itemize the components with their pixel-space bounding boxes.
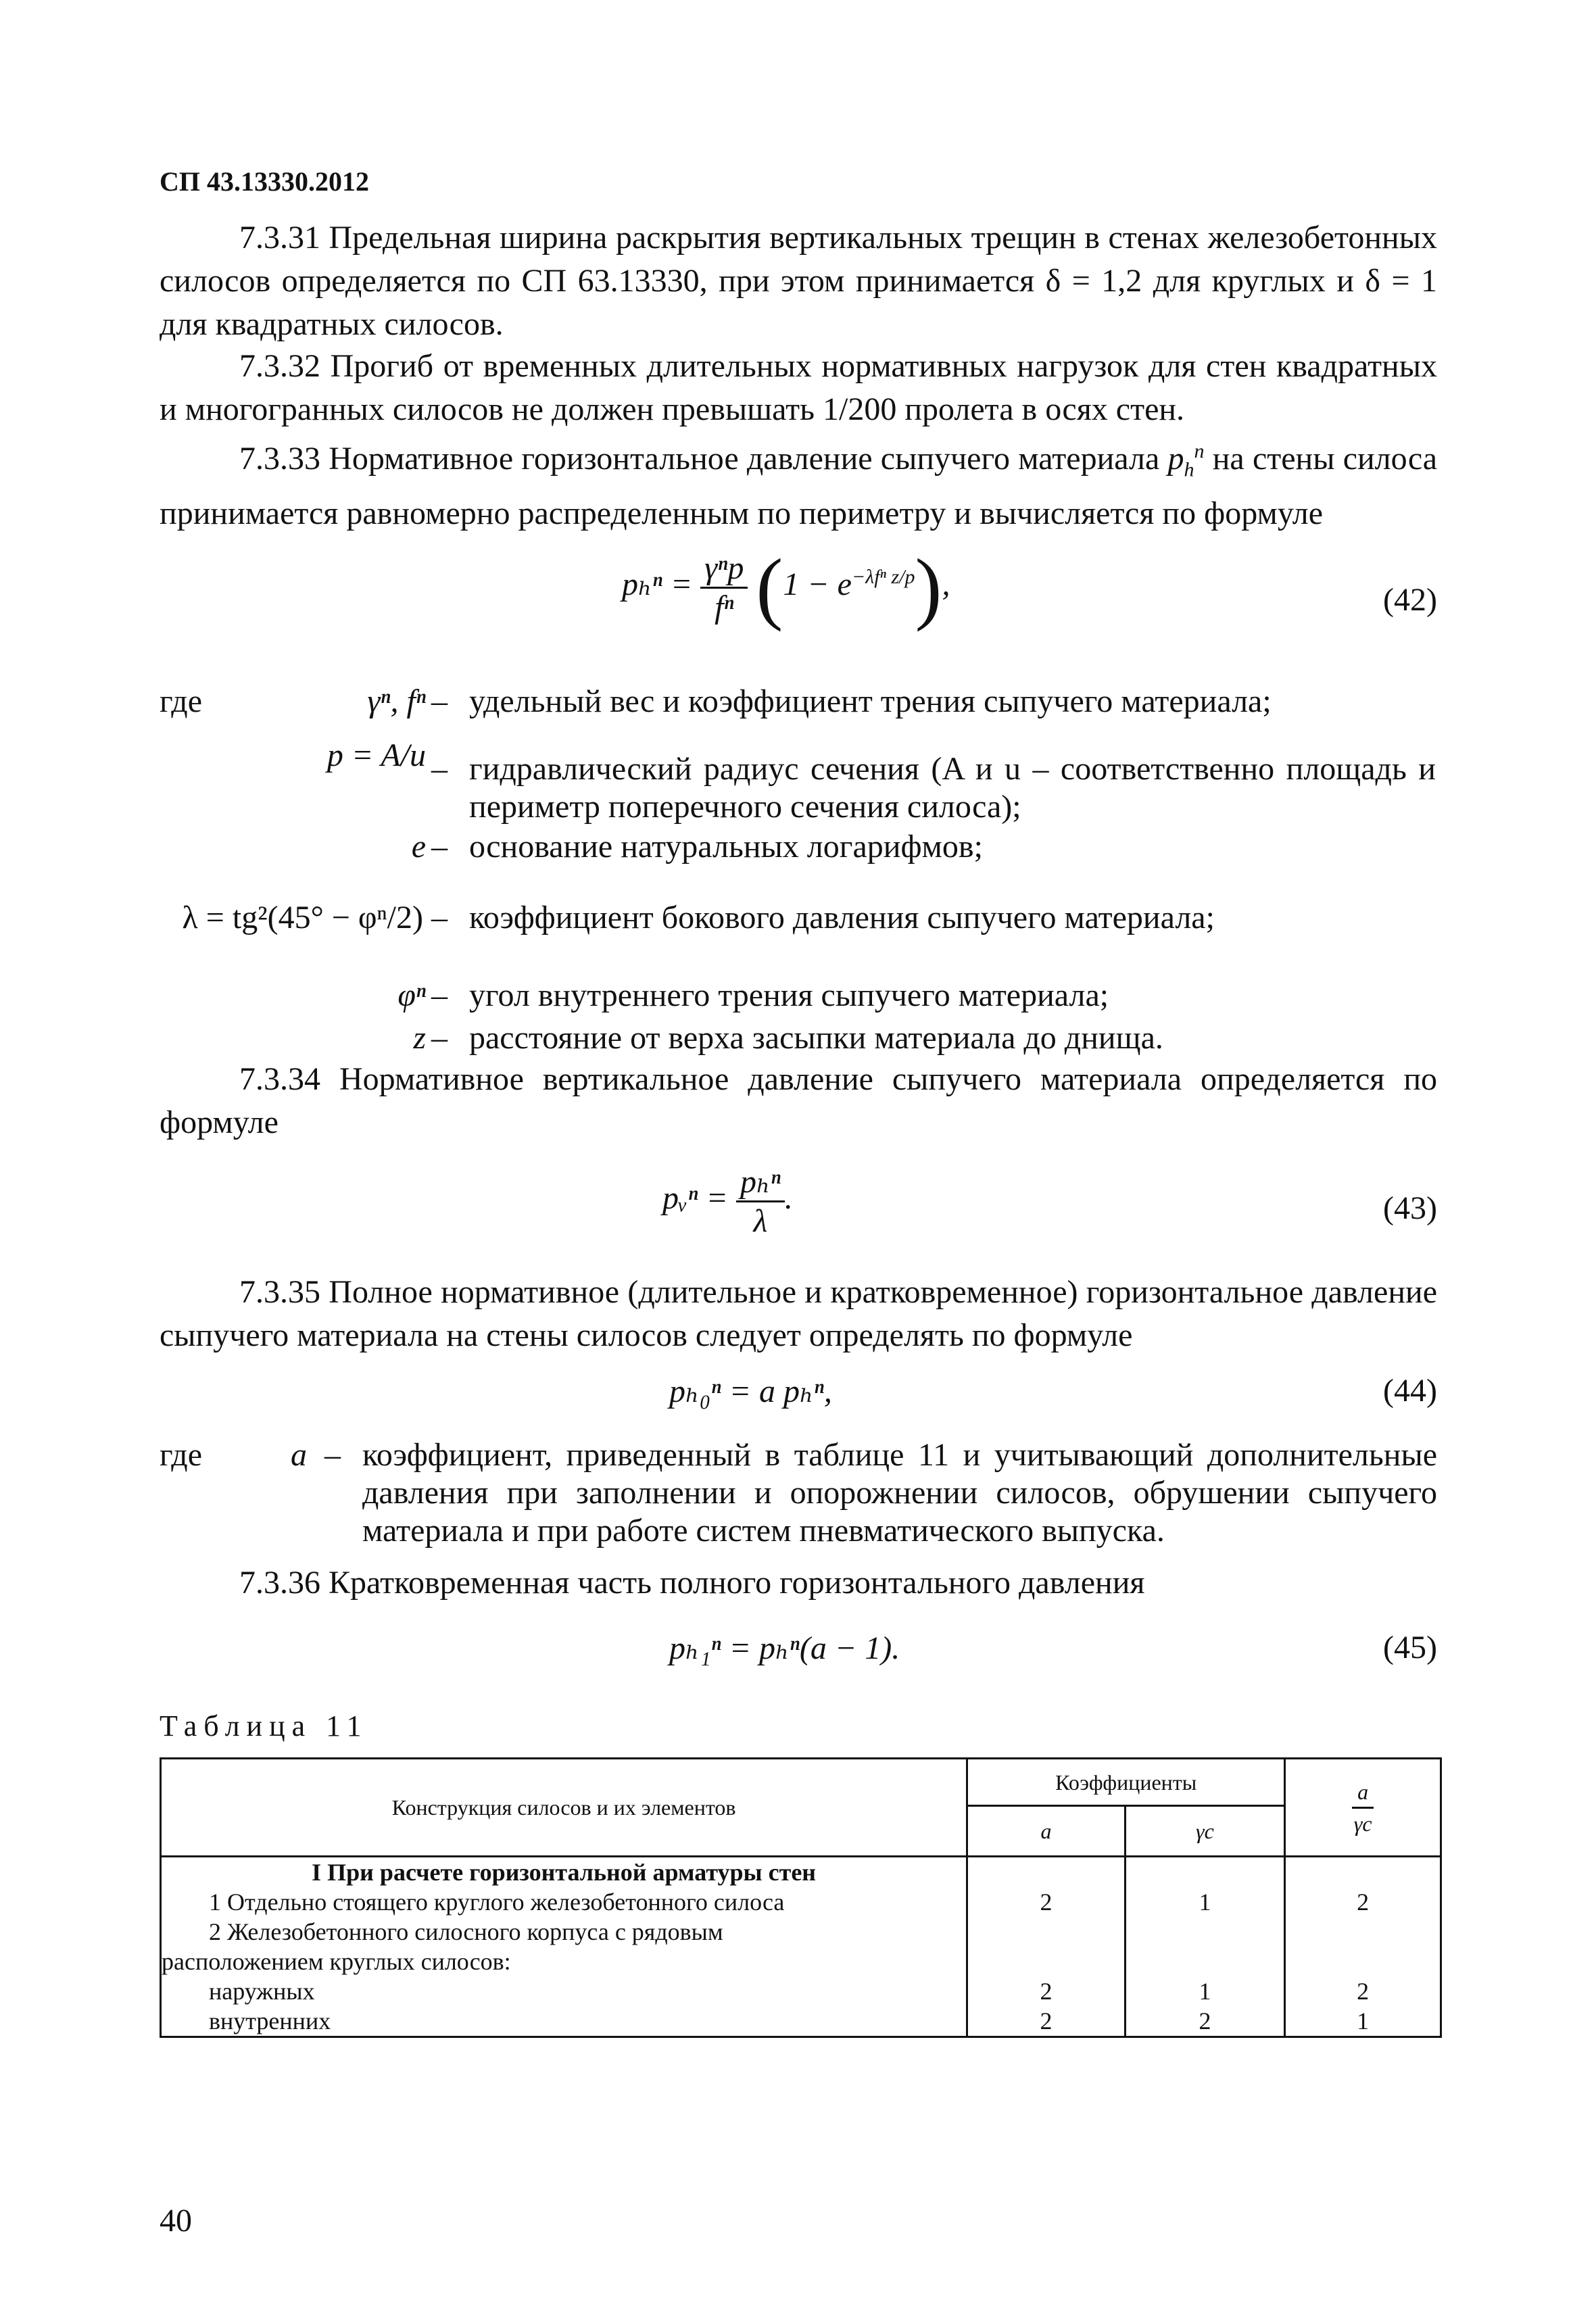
paragraph-7-3-35: 7.3.35 Полное нормативное (длительное и кратковременное) горизонтальное давление сыпучего материала на стены силосов следует определять по формуле (160, 1274, 1437, 1353)
formula-43-numerator: pₕⁿ (736, 1163, 785, 1202)
formula-42-exponent: −λfⁿ z/p (851, 566, 915, 589)
where-dash-4: – (431, 900, 448, 935)
paragraph-7-3-33-start: 7.3.33 Нормативное горизонтальное давление сыпучего материала (239, 441, 1160, 477)
formula-43-tail: . (784, 1180, 793, 1217)
where2-symbol: a (291, 1437, 307, 1473)
paragraph-7-3-32: 7.3.32 Прогиб от временных длительных нормативных нагрузок для стен квадратных и многогранных силосов не должен превышать 1/200 пролета в осях стен. (160, 348, 1437, 427)
table-row-name: наружных (209, 1978, 315, 2005)
table-row-name: 1 Отдельно стоящего круглого железобетонного силоса (209, 1888, 785, 1916)
where-desc-6: расстояние от верха засыпки материала до днища. (469, 1020, 1163, 1056)
page-number: 40 (160, 2203, 192, 2239)
table-section-title: I При расчете горизонтальной арматуры стен (312, 1859, 817, 1886)
where-item-2 (0, 737, 1596, 831)
table-row-name: внутренних (209, 2007, 331, 2034)
table-row-name: расположением круглых силосов: (162, 1948, 511, 1975)
formula-42-fraction (700, 550, 748, 626)
where-dash-1: – (431, 683, 448, 719)
table-cell-ratio (1286, 1917, 1440, 1947)
table-cell-gamma: 1 (1199, 1888, 1211, 1916)
table-cell-gamma (1126, 1917, 1284, 1947)
where-item-6 (0, 1019, 1596, 1060)
formula-42-numerator: γⁿp (700, 550, 748, 589)
table-cell-a (968, 1947, 1123, 1976)
header-ratio (1285, 1759, 1441, 1857)
where-symbol-3: e (411, 829, 426, 864)
paragraph-7-3-33-end: на стены силоса принимается равномерно распределенным по периметру и вычисляется по формуле (160, 441, 1438, 531)
table-cell-gamma: 1 (1199, 1978, 1211, 2005)
table-cell-a (968, 1917, 1123, 1947)
where-desc-4: коэффициент бокового давления сыпучего материала; (469, 900, 1215, 935)
formula-43 (662, 1163, 793, 1240)
paragraph-7-3-34: 7.3.34 Нормативное вертикальное давление сыпучего материала определяется по формуле (160, 1061, 1437, 1140)
where2-desc: коэффициент, приведенный в таблице 11 и учитывающий дополнительные давления при заполнении и опорожнении силосов, обрушении сыпучего материала и при работе систем пневматического выпуска. (362, 1437, 1437, 1549)
where-desc-3: основание натуральных логарифмов; (469, 829, 983, 864)
table-body-names (161, 1857, 967, 2037)
header-gamma-c: γc (1125, 1806, 1285, 1857)
table-cell-a: 2 (1040, 2007, 1053, 2034)
where-dash-3: – (431, 829, 448, 864)
formula-44: pₕ₀ⁿ = a pₕⁿ, (669, 1373, 832, 1409)
formula-43-fraction (736, 1163, 785, 1240)
paragraph-7-3-31: 7.3.31 Предельная ширина раскрытия вертикальных трещин в стенах железобетонных силосов определяется по СП 63.13330, при этом принимается δ = 1,2 для круглых и δ = 1 для квадратных силосов. (160, 220, 1437, 342)
where-desc-5: угол внутреннего трения сыпучего материала; (469, 977, 1109, 1013)
table-11 (160, 1757, 1442, 2038)
formula-42-denominator: fⁿ (715, 589, 734, 625)
table-cell-ratio: 2 (1357, 1978, 1370, 2005)
header-construction: Конструкция силосов и их элементов (161, 1759, 967, 1857)
table-col-ratio (1285, 1857, 1441, 2037)
formula-42-tail: , (942, 566, 950, 603)
where-symbol-1: γⁿ, fⁿ (367, 683, 426, 719)
paragraph-7-3-33 (160, 430, 1437, 535)
where-item-5 (0, 977, 1596, 1017)
header-coefficients: Коэффициенты (967, 1759, 1285, 1806)
formula-43-number: (43) (1383, 1190, 1437, 1226)
where2-dash: – (324, 1437, 341, 1473)
where-dash-2: – (431, 751, 448, 787)
header-ratio-num: a (1352, 1777, 1374, 1809)
formula-45-number: (45) (1383, 1630, 1437, 1665)
table-cell-gamma (1126, 1947, 1284, 1976)
where-label-2: где (160, 1437, 203, 1473)
where-item-3 (0, 828, 1596, 869)
table-col-gamma (1125, 1857, 1285, 2037)
formula-45: pₕ₁ⁿ = pₕⁿ(a − 1). (669, 1630, 900, 1666)
where-item-4 (0, 899, 1596, 953)
header-a: a (967, 1806, 1125, 1857)
table-cell-a: 2 (1040, 1888, 1053, 1916)
formula-42: pₕⁿ = $\frac{\text{γⁿp}}{\text{fⁿ}}$ $(1 - e^{-\lambda f^n z/p})$, (622, 542, 950, 632)
where-desc-2: гидравлический радиус сечения (A и u – соответственно площадь и периметр поперечного сечения силоса); (469, 751, 1436, 825)
where-symbol-5: φⁿ (397, 977, 426, 1013)
formula-42-lhs: pₕⁿ = (622, 566, 693, 603)
where-item-1 (0, 683, 1596, 723)
table-cell-a: 2 (1040, 1978, 1053, 2005)
table-col-a (967, 1857, 1125, 2037)
where-label-1: где (160, 683, 203, 719)
header-ratio-den: γc (1353, 1811, 1372, 1836)
table-cell-ratio: 1 (1357, 2007, 1370, 2034)
formula-42-bracket: 1 − e (783, 566, 852, 603)
where-symbol-2: p = A/u (327, 737, 426, 773)
table-row-name: 2 Железобетонного силосного корпуса с рядовым (209, 1918, 723, 1945)
formula-43-denominator: λ (753, 1203, 768, 1239)
table-caption: Таблица 11 (160, 1709, 368, 1743)
where-dash-6: – (431, 1020, 448, 1056)
formula-44-number: (44) (1383, 1373, 1437, 1409)
table-cell-ratio (1286, 1947, 1440, 1976)
formula-43-lhs: pᵥⁿ = (662, 1180, 728, 1217)
table-cell-ratio: 2 (1357, 1888, 1370, 1916)
formula-42-number: (42) (1383, 582, 1437, 618)
table-cell-gamma: 2 (1199, 2007, 1211, 2034)
where-symbol-6: z (413, 1020, 426, 1056)
document-code: СП 43.13330.2012 (160, 166, 369, 197)
paragraph-7-3-36: 7.3.36 Кратковременная часть полного горизонтального давления (239, 1565, 1145, 1601)
ph-n-symbol: $p_h^n$ (1167, 440, 1205, 481)
where-symbol-4: λ = tg²(45° − φⁿ/2) (182, 900, 423, 935)
where-dash-5: – (431, 977, 448, 1013)
where-desc-1: удельный вес и коэффициент трения сыпучего материала; (469, 683, 1272, 719)
